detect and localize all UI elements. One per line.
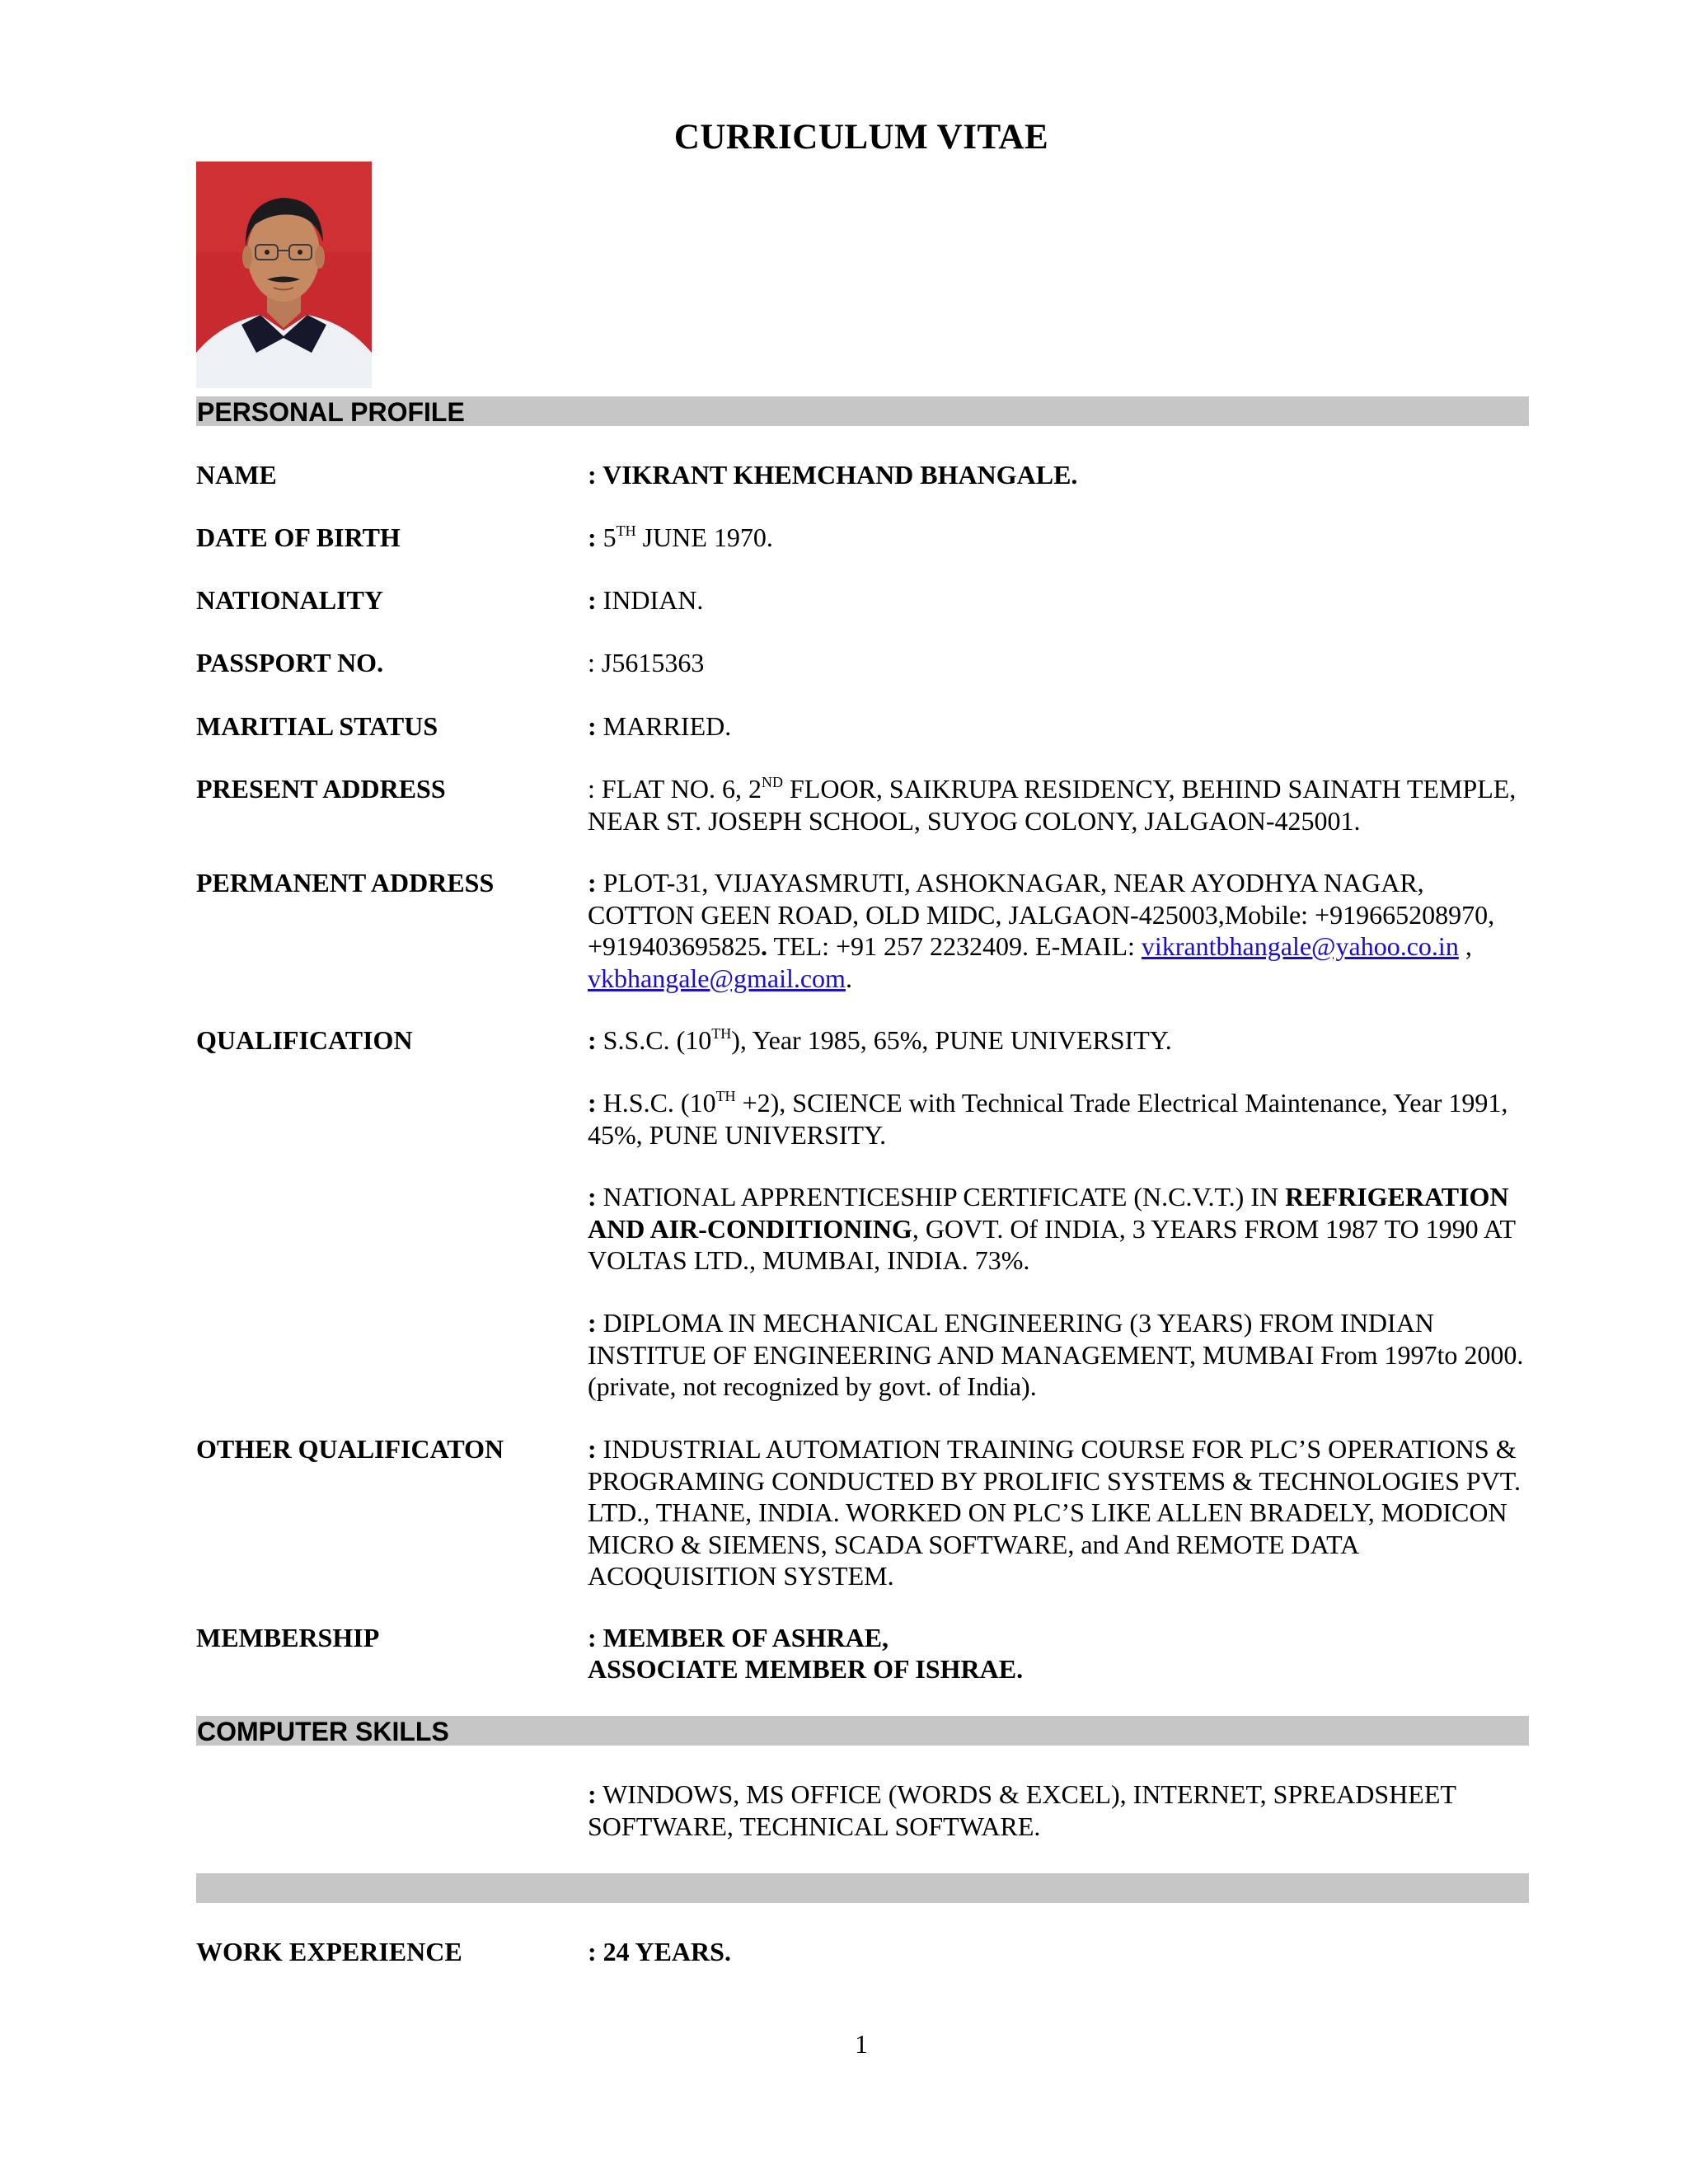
passport-value: : J5615363 [588, 648, 705, 677]
other-qualification-colon: : [588, 1434, 597, 1464]
nationality-colon: : [588, 585, 597, 615]
nationality-label: NATIONALITY [196, 585, 383, 615]
membership-line1: : MEMBER OF ASHRAE, [588, 1623, 889, 1652]
membership-line2: ASSOCIATE MEMBER OF ISHRAE. [588, 1654, 1024, 1684]
diploma-colon: : [588, 1308, 597, 1338]
computer-skills-colon: : [588, 1779, 597, 1809]
permanent-address-part2: TEL: +91 257 2232409. E-MAIL: [767, 931, 1142, 961]
nationality-value [588, 584, 1536, 616]
nac-part2: , GOVT. Of INDIA, 3 YEARS FROM 1987 TO 1990 AT VOLTAS LTD., MUMBAI, INDIA. 73%. [588, 1213, 1516, 1275]
section-personal-profile: PERSONAL PROFILE [196, 396, 1529, 426]
dob-value [588, 522, 1536, 554]
nac-part1: NATIONAL APPRENTICESHIP CERTIFICATE (N.C.V.T.) IN [596, 1182, 1286, 1212]
profile-photo [196, 162, 372, 388]
diploma-text: DIPLOMA IN MECHANICAL ENGINEERING (3 YEARS) FROM INDIAN INSTITUE OF ENGINEERING AND MANAGEMENT, MUMBAI From 1997to 2000. (private, not recognized by govt. of India). [588, 1308, 1524, 1401]
ssc-part1: S.S.C. (10 [596, 1025, 712, 1055]
other-qualification-text: INDUSTRIAL AUTOMATION TRAINING COURSE FOR PLC’S OPERATIONS & PROGRAMING CONDUCTED BY PROLIFIC SYSTEMS & TECHNOLOGIES PVT. LTD., THANE, INDIA. WORKED ON PLC’S LIKE ALLEN BRADELY, MODICON MICRO & SIEMENS, SCADA SOFTWARE, and And REMOTE DATA ACOQUISITION SYSTEM. [588, 1434, 1521, 1591]
marital-status-value [588, 710, 1536, 743]
section-computer-skills: COMPUTER SKILLS [196, 1716, 1529, 1746]
email-link-yahoo[interactable]: vikrantbhangale@yahoo.co.in [1141, 931, 1459, 961]
present-address-label: PRESENT ADDRESS [196, 774, 446, 804]
document-title: CURRICULUM VITAE [673, 118, 1049, 157]
nac-colon: : [588, 1182, 597, 1212]
hsc-part1: H.S.C. (10 [596, 1088, 716, 1118]
work-experience-value: : 24 YEARS. [588, 1937, 731, 1966]
present-address-superscript: ND [761, 774, 783, 790]
membership-label: MEMBERSHIP [196, 1623, 380, 1652]
dob-colon: : [588, 523, 597, 552]
permanent-address-label: PERMANENT ADDRESS [196, 868, 495, 898]
hsc-superscript: TH [715, 1088, 736, 1104]
qualification-ssc [588, 1024, 1536, 1057]
name-label: NAME [196, 460, 277, 490]
dob-superscript: TH [616, 523, 636, 539]
marital-colon: : [588, 711, 597, 741]
marital-status-label: MARITIAL STATUS [196, 711, 438, 741]
dob-rest: JUNE 1970. [635, 523, 773, 552]
other-qualification-value [588, 1433, 1536, 1592]
other-qualification-label: OTHER QUALIFICATON [196, 1434, 504, 1464]
dob-day: 5 [596, 523, 617, 552]
ssc-superscript: TH [711, 1025, 732, 1042]
computer-skills-text: WINDOWS, MS OFFICE (WORDS & EXCEL), INTERNET, SPREADSHEET SOFTWARE, TECHNICAL SOFTWARE. [588, 1779, 1456, 1841]
hsc-colon: : [588, 1088, 597, 1118]
dob-label: DATE OF BIRTH [196, 523, 401, 552]
nac-bold: REFRIGERATION AND AIR-CONDITIONING [588, 1182, 1509, 1244]
present-address-value [588, 773, 1536, 837]
nationality-text: INDIAN. [596, 585, 704, 615]
email-link-gmail[interactable]: vkbhangale@gmail.com [588, 963, 846, 993]
name-value: : VIKRANT KHEMCHAND BHANGALE. [588, 460, 1078, 490]
hsc-part2: +2), SCIENCE with Technical Trade Electrical Maintenance, Year 1991, 45%, PUNE UNIVERSITY. [588, 1088, 1508, 1150]
passport-label: PASSPORT NO. [196, 648, 384, 677]
permanent-colon: : [588, 868, 597, 898]
email-end: . [845, 963, 852, 993]
email-separator: , [1458, 931, 1472, 961]
computer-skills-value [588, 1779, 1536, 1842]
ssc-part2: ), Year 1985, 65%, PUNE UNIVERSITY. [731, 1025, 1172, 1055]
page-number: 1 [855, 2029, 868, 2059]
present-address-part1: : FLAT NO. 6, 2 [588, 774, 762, 804]
ssc-colon: : [588, 1025, 597, 1055]
qualification-hsc [588, 1087, 1536, 1151]
permanent-address-part1: PLOT-31, VIJAYASMRUTI, ASHOKNAGAR, NEAR AYODHYA NAGAR, COTTON GEEN ROAD, OLD MIDC, JALGAON-425003,Mobile: +919665208970, +919403695825 [588, 868, 1495, 961]
marital-text: MARRIED. [596, 711, 732, 741]
qualification-diploma [588, 1307, 1536, 1403]
qualification-nac [588, 1181, 1536, 1277]
section-divider-bar [196, 1873, 1529, 1903]
permanent-address-dot: . [761, 931, 768, 961]
present-address-part2: FLOOR, SAIKRUPA RESIDENCY, BEHIND SAINATH TEMPLE, NEAR ST. JOSEPH SCHOOL, SUYOG COLONY, JALGAON-425001. [588, 774, 1517, 836]
qualification-label: QUALIFICATION [196, 1025, 413, 1055]
work-experience-label: WORK EXPERIENCE [196, 1937, 462, 1966]
permanent-address-value [588, 867, 1536, 994]
profile-photo-graphic [196, 162, 372, 388]
